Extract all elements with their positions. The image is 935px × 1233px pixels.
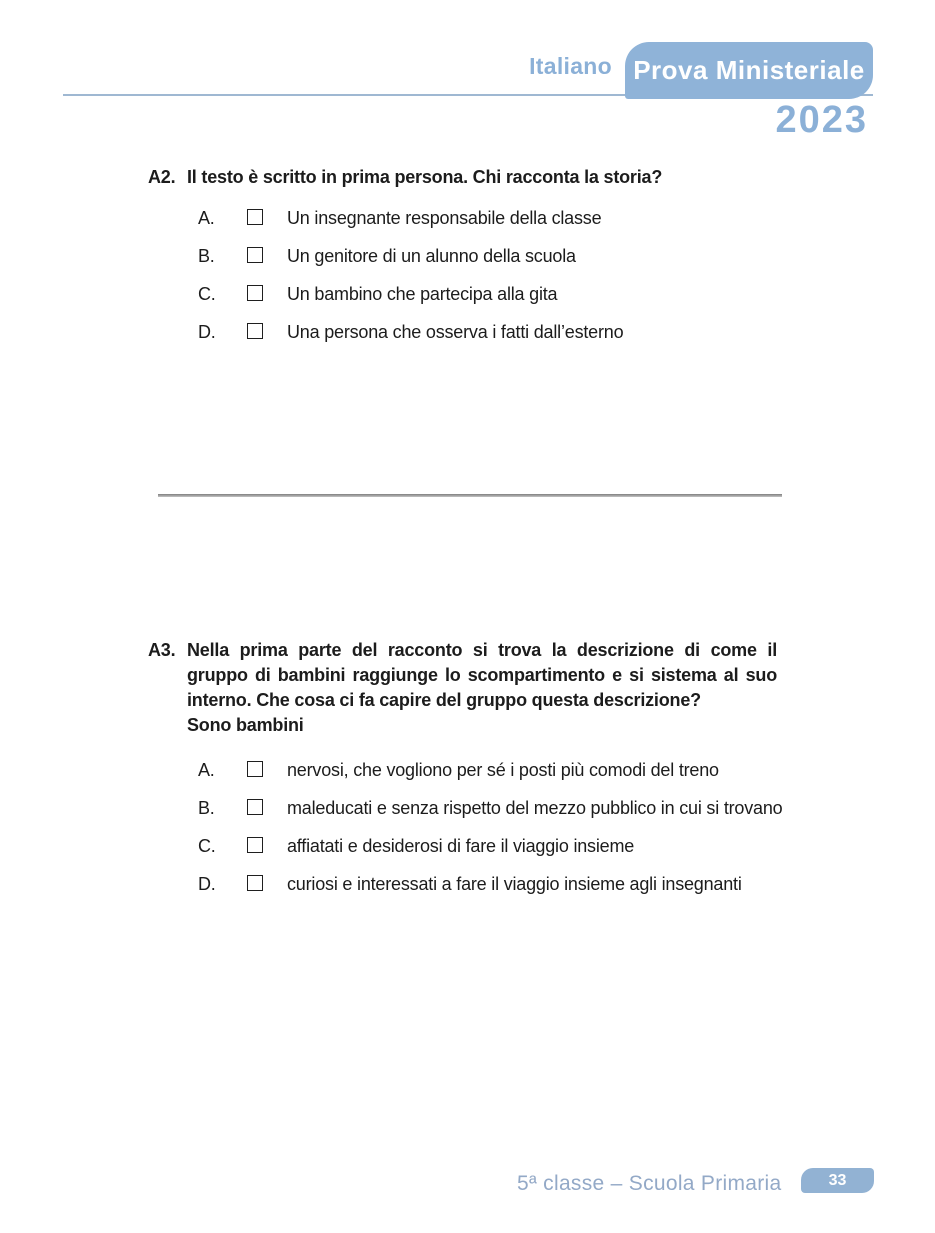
option-row-a [148, 758, 788, 783]
option-text: Un bambino che partecipa alla gita [287, 284, 558, 304]
option-row-b [148, 244, 788, 269]
footer-class-label: 5ª classe – Scuola Primaria [517, 1172, 782, 1195]
page-number: 33 [828, 1172, 847, 1189]
option-text: Una persona che osserva i fatti dall’esterno [287, 322, 624, 342]
option-letter: A. [198, 760, 215, 780]
option-letter: D. [198, 874, 216, 894]
option-letter: D. [198, 322, 216, 342]
option-letter: C. [198, 836, 216, 856]
option-text: Un insegnante responsabile della classe [287, 208, 602, 228]
answer-checkbox[interactable] [247, 799, 263, 815]
question-a2-prompt: Il testo è scritto in prima persona. Chi racconta la storia? [187, 167, 663, 187]
header-badge-label: Prova Ministeriale [633, 55, 865, 85]
option-row-c [148, 282, 788, 307]
question-a3-number: A3. [148, 640, 176, 660]
option-letter: C. [198, 284, 216, 304]
option-text: affiatati e desiderosi di fare il viaggio insieme [287, 836, 635, 856]
option-text: Un genitore di un alunno della scuola [287, 246, 576, 266]
question-a3-prompt: Nella prima parte del racconto si trova la descrizione di come il gruppo di bambini raggiunge lo scompartimento e si sistema al suo interno. Che cosa ci fa capire del gruppo questa descrizione? [187, 640, 777, 710]
option-row-c [148, 834, 788, 859]
question-a3-options [148, 758, 788, 897]
answer-checkbox[interactable] [247, 209, 263, 225]
question-a2 [148, 165, 788, 358]
option-row-d [148, 872, 788, 897]
question-a2-options [148, 206, 788, 345]
option-row-b [148, 796, 788, 821]
option-letter: B. [198, 246, 215, 266]
option-text: maleducati e senza rispetto del mezzo pubblico in cui si trovano [287, 798, 783, 818]
option-letter: B. [198, 798, 215, 818]
section-divider [158, 494, 782, 497]
answer-checkbox[interactable] [247, 285, 263, 301]
question-a3 [148, 638, 788, 910]
option-row-a [148, 206, 788, 231]
header-year: 2023 [775, 99, 868, 141]
answer-checkbox[interactable] [247, 761, 263, 777]
answer-checkbox[interactable] [247, 837, 263, 853]
option-row-d [148, 320, 788, 345]
option-text: curiosi e interessati a fare il viaggio insieme agli insegnanti [287, 874, 742, 894]
option-text: nervosi, che vogliono per sé i posti più comodi del treno [287, 760, 719, 780]
answer-checkbox[interactable] [247, 323, 263, 339]
page-number-badge [801, 1168, 874, 1193]
header-badge [625, 42, 873, 99]
question-a3-prompt-line2: Sono bambini [187, 715, 304, 735]
header-subject-label: Italiano [529, 53, 612, 79]
answer-checkbox[interactable] [247, 247, 263, 263]
option-letter: A. [198, 208, 215, 228]
answer-checkbox[interactable] [247, 875, 263, 891]
question-a2-number: A2. [148, 167, 176, 187]
